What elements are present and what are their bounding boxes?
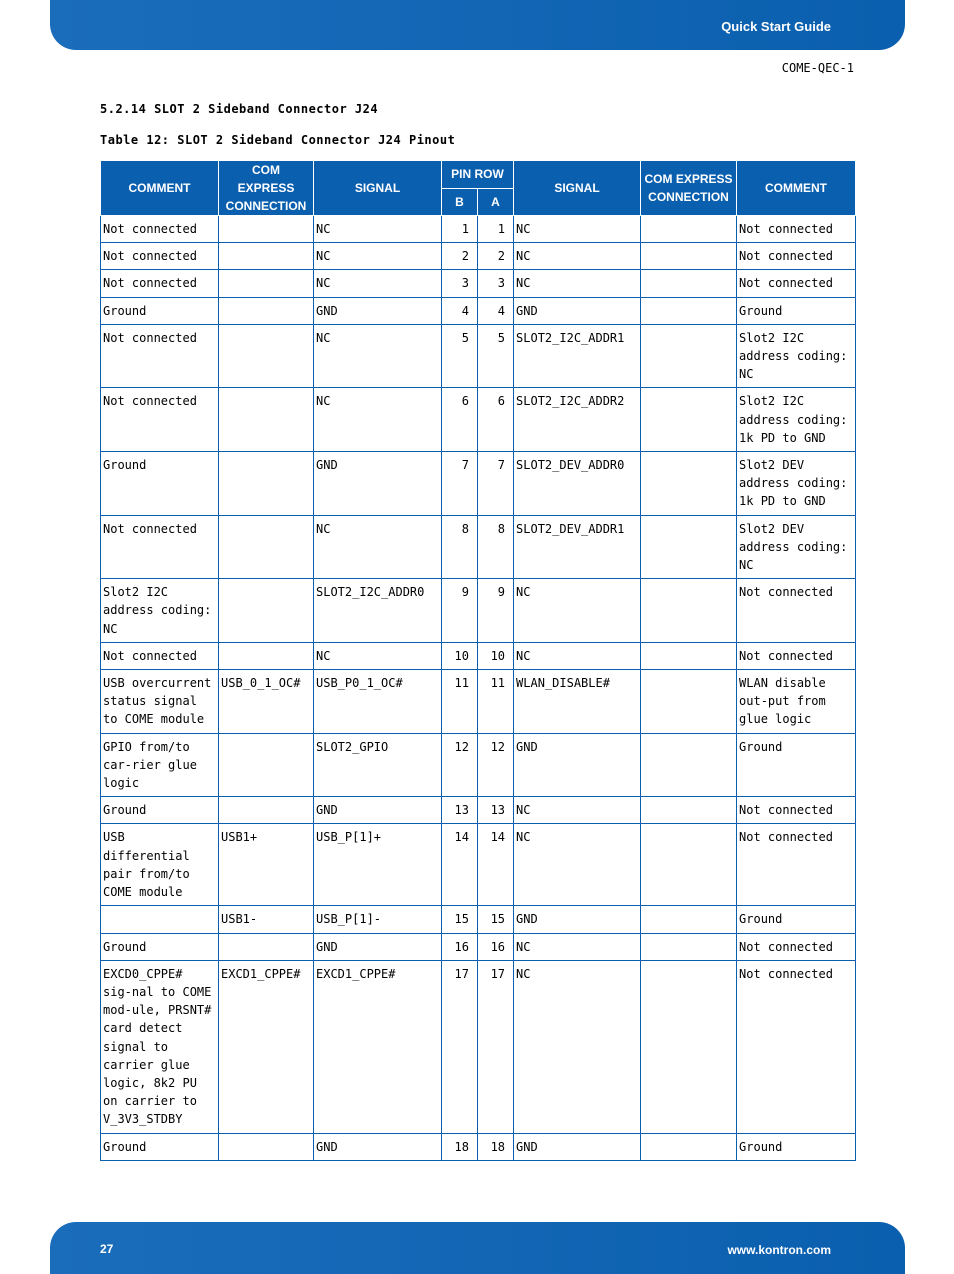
table-row xyxy=(101,670,856,734)
pinout-table xyxy=(100,160,856,1161)
pin-b-cell: 2 xyxy=(442,243,478,270)
comment-left-cell: Not connected xyxy=(101,642,219,669)
com-express-right-cell xyxy=(641,388,737,452)
signal-left-cell: GND xyxy=(314,933,442,960)
header-bar xyxy=(50,0,905,50)
com-express-left-cell xyxy=(219,797,314,824)
signal-left-cell: NC xyxy=(314,388,442,452)
pin-a-cell: 7 xyxy=(478,452,514,516)
comment-right-cell: Not connected xyxy=(737,270,856,297)
comment-left-cell: USB overcurrent status signal to COME module xyxy=(101,670,219,734)
table-row xyxy=(101,270,856,297)
com-express-right-cell xyxy=(641,797,737,824)
comment-right-cell: Not connected xyxy=(737,824,856,906)
table-row xyxy=(101,906,856,933)
comment-right-cell: Not connected xyxy=(737,933,856,960)
comment-right-cell: Not connected xyxy=(737,642,856,669)
signal-right-cell: NC xyxy=(514,824,641,906)
signal-right-cell: NC xyxy=(514,797,641,824)
signal-right-cell: SLOT2_I2C_ADDR1 xyxy=(514,324,641,388)
signal-left-cell: GND xyxy=(314,797,442,824)
header-pin-b: B xyxy=(442,188,478,216)
comment-right-cell: Ground xyxy=(737,733,856,797)
com-express-left-cell xyxy=(219,1133,314,1160)
pin-a-cell: 12 xyxy=(478,733,514,797)
pinout-table-body xyxy=(101,216,856,1161)
table-row xyxy=(101,515,856,579)
comment-right-cell: Not connected xyxy=(737,579,856,643)
comment-left-cell: Ground xyxy=(101,933,219,960)
signal-right-cell: NC xyxy=(514,243,641,270)
com-express-right-cell xyxy=(641,642,737,669)
comment-right-cell: Slot2 I2C address coding: 1k PD to GND xyxy=(737,388,856,452)
pin-b-cell: 6 xyxy=(442,388,478,452)
signal-left-cell: GND xyxy=(314,452,442,516)
pin-b-cell: 10 xyxy=(442,642,478,669)
comment-right-cell: Ground xyxy=(737,1133,856,1160)
com-express-left-cell xyxy=(219,324,314,388)
table-row xyxy=(101,243,856,270)
pin-b-cell: 4 xyxy=(442,297,478,324)
pin-b-cell: 9 xyxy=(442,579,478,643)
com-express-right-cell xyxy=(641,824,737,906)
signal-left-cell: SLOT2_I2C_ADDR0 xyxy=(314,579,442,643)
pin-a-cell: 11 xyxy=(478,670,514,734)
pin-a-cell: 3 xyxy=(478,270,514,297)
signal-right-cell: SLOT2_DEV_ADDR1 xyxy=(514,515,641,579)
signal-left-cell: GND xyxy=(314,1133,442,1160)
header-pin-a: A xyxy=(478,188,514,216)
comment-left-cell: USB differential pair from/to COME module xyxy=(101,824,219,906)
header-com-express-right: COM EXPRESS CONNECTION xyxy=(641,161,737,216)
header-signal-left: SIGNAL xyxy=(314,161,442,216)
comment-left-cell: Ground xyxy=(101,1133,219,1160)
pin-a-cell: 9 xyxy=(478,579,514,643)
comment-left-cell: Ground xyxy=(101,297,219,324)
comment-left-cell: Not connected xyxy=(101,216,219,243)
comment-left-cell: Not connected xyxy=(101,388,219,452)
pin-a-cell: 5 xyxy=(478,324,514,388)
comment-left-cell: Not connected xyxy=(101,270,219,297)
com-express-left-cell xyxy=(219,216,314,243)
com-express-left-cell: USB1- xyxy=(219,906,314,933)
com-express-left-cell xyxy=(219,452,314,516)
pin-b-cell: 12 xyxy=(442,733,478,797)
table-row xyxy=(101,1133,856,1160)
com-express-left-cell: USB_0_1_OC# xyxy=(219,670,314,734)
signal-left-cell: USB_P0_1_OC# xyxy=(314,670,442,734)
com-express-right-cell xyxy=(641,515,737,579)
section-heading: 5.2.14 SLOT 2 Sideband Connector J24 xyxy=(100,102,379,116)
comment-right-cell: Not connected xyxy=(737,216,856,243)
comment-left-cell: Not connected xyxy=(101,515,219,579)
comment-left-cell: Ground xyxy=(101,797,219,824)
pin-a-cell: 4 xyxy=(478,297,514,324)
footer-bar xyxy=(50,1222,905,1274)
pin-a-cell: 14 xyxy=(478,824,514,906)
com-express-left-cell xyxy=(219,642,314,669)
header-comment-right: COMMENT xyxy=(737,161,856,216)
signal-right-cell: GND xyxy=(514,1133,641,1160)
pin-b-cell: 16 xyxy=(442,933,478,960)
page-number: 27 xyxy=(100,1242,114,1256)
table-row xyxy=(101,388,856,452)
com-express-left-cell: EXCD1_CPPE# xyxy=(219,960,314,1133)
comment-left-cell: Not connected xyxy=(101,243,219,270)
comment-right-cell: Not connected xyxy=(737,797,856,824)
com-express-right-cell xyxy=(641,270,737,297)
pin-b-cell: 15 xyxy=(442,906,478,933)
comment-right-cell: Not connected xyxy=(737,243,856,270)
signal-right-cell: NC xyxy=(514,216,641,243)
pin-a-cell: 18 xyxy=(478,1133,514,1160)
pin-a-cell: 15 xyxy=(478,906,514,933)
com-express-left-cell xyxy=(219,733,314,797)
pin-a-cell: 2 xyxy=(478,243,514,270)
signal-right-cell: NC xyxy=(514,270,641,297)
signal-left-cell: EXCD1_CPPE# xyxy=(314,960,442,1133)
table-row xyxy=(101,216,856,243)
com-express-right-cell xyxy=(641,1133,737,1160)
header-com-express-left: COM EXPRESS CONNECTION xyxy=(219,161,314,216)
pin-a-cell: 8 xyxy=(478,515,514,579)
table-row xyxy=(101,824,856,906)
signal-left-cell: NC xyxy=(314,270,442,297)
pin-b-cell: 18 xyxy=(442,1133,478,1160)
table-row xyxy=(101,579,856,643)
signal-right-cell: NC xyxy=(514,642,641,669)
table-row xyxy=(101,324,856,388)
comment-left-cell xyxy=(101,906,219,933)
comment-right-cell: Ground xyxy=(737,297,856,324)
signal-right-cell: SLOT2_DEV_ADDR0 xyxy=(514,452,641,516)
com-express-left-cell xyxy=(219,297,314,324)
signal-right-cell: WLAN_DISABLE# xyxy=(514,670,641,734)
com-express-left-cell xyxy=(219,933,314,960)
com-express-left-cell: USB1+ xyxy=(219,824,314,906)
table-row xyxy=(101,642,856,669)
pin-a-cell: 10 xyxy=(478,642,514,669)
pin-b-cell: 3 xyxy=(442,270,478,297)
com-express-left-cell xyxy=(219,579,314,643)
header-comment-left: COMMENT xyxy=(101,161,219,216)
signal-left-cell: NC xyxy=(314,243,442,270)
pin-b-cell: 8 xyxy=(442,515,478,579)
signal-right-cell: NC xyxy=(514,579,641,643)
signal-left-cell: NC xyxy=(314,642,442,669)
signal-left-cell: GND xyxy=(314,297,442,324)
com-express-right-cell xyxy=(641,906,737,933)
com-express-left-cell xyxy=(219,388,314,452)
com-express-right-cell xyxy=(641,324,737,388)
comment-right-cell: WLAN disable out-put from glue logic xyxy=(737,670,856,734)
com-express-left-cell xyxy=(219,515,314,579)
table-row xyxy=(101,933,856,960)
com-express-right-cell xyxy=(641,670,737,734)
pin-b-cell: 5 xyxy=(442,324,478,388)
com-express-right-cell xyxy=(641,243,737,270)
signal-left-cell: USB_P[1]- xyxy=(314,906,442,933)
header-pin-row: PIN ROW xyxy=(442,161,514,189)
pin-a-cell: 13 xyxy=(478,797,514,824)
pin-a-cell: 16 xyxy=(478,933,514,960)
table-row xyxy=(101,297,856,324)
signal-left-cell: NC xyxy=(314,324,442,388)
com-express-right-cell xyxy=(641,579,737,643)
comment-left-cell: Not connected xyxy=(101,324,219,388)
table-row xyxy=(101,452,856,516)
table-row xyxy=(101,797,856,824)
header-signal-right: SIGNAL xyxy=(514,161,641,216)
signal-right-cell: NC xyxy=(514,933,641,960)
pin-b-cell: 17 xyxy=(442,960,478,1133)
signal-right-cell: NC xyxy=(514,960,641,1133)
pin-b-cell: 13 xyxy=(442,797,478,824)
table-caption: Table 12: SLOT 2 Sideband Connector J24 Pinout xyxy=(100,133,456,147)
comment-right-cell: Not connected xyxy=(737,960,856,1133)
comment-right-cell: Ground xyxy=(737,906,856,933)
com-express-right-cell xyxy=(641,733,737,797)
footer-url: www.kontron.com xyxy=(727,1243,831,1257)
comment-left-cell: GPIO from/to car-rier glue logic xyxy=(101,733,219,797)
com-express-right-cell xyxy=(641,216,737,243)
comment-left-cell: Slot2 I2C address coding: NC xyxy=(101,579,219,643)
signal-left-cell: USB_P[1]+ xyxy=(314,824,442,906)
table-row xyxy=(101,960,856,1133)
comment-left-cell: Ground xyxy=(101,452,219,516)
signal-right-cell: GND xyxy=(514,297,641,324)
com-express-right-cell xyxy=(641,960,737,1133)
signal-left-cell: NC xyxy=(314,515,442,579)
com-express-right-cell xyxy=(641,933,737,960)
pin-b-cell: 14 xyxy=(442,824,478,906)
com-express-left-cell xyxy=(219,270,314,297)
signal-right-cell: SLOT2_I2C_ADDR2 xyxy=(514,388,641,452)
comment-right-cell: Slot2 DEV address coding: 1k PD to GND xyxy=(737,452,856,516)
pin-a-cell: 1 xyxy=(478,216,514,243)
pin-b-cell: 1 xyxy=(442,216,478,243)
signal-right-cell: GND xyxy=(514,733,641,797)
comment-right-cell: Slot2 DEV address coding: NC xyxy=(737,515,856,579)
signal-left-cell: NC xyxy=(314,216,442,243)
com-express-right-cell xyxy=(641,297,737,324)
signal-left-cell: SLOT2_GPIO xyxy=(314,733,442,797)
pin-b-cell: 11 xyxy=(442,670,478,734)
com-express-right-cell xyxy=(641,452,737,516)
comment-left-cell: EXCD0_CPPE# sig-nal to COME mod-ule, PRSNT# card detect signal to carrier glue logic, 8k2 PU on carrier to V_3V3_STDBY xyxy=(101,960,219,1133)
pin-a-cell: 17 xyxy=(478,960,514,1133)
pin-a-cell: 6 xyxy=(478,388,514,452)
table-row xyxy=(101,733,856,797)
document-id: COME-QEC-1 xyxy=(781,61,854,75)
com-express-left-cell xyxy=(219,243,314,270)
header-title: Quick Start Guide xyxy=(721,19,831,34)
pin-b-cell: 7 xyxy=(442,452,478,516)
signal-right-cell: GND xyxy=(514,906,641,933)
comment-right-cell: Slot2 I2C address coding: NC xyxy=(737,324,856,388)
